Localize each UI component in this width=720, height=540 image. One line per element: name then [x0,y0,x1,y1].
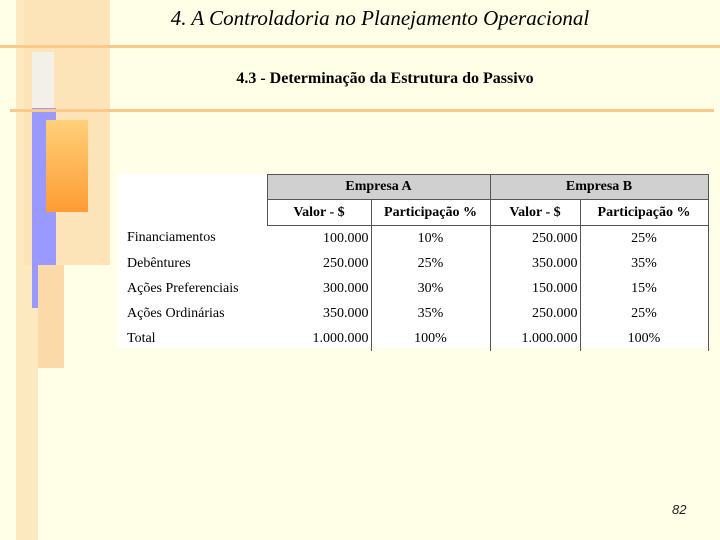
company-header-row [117,175,708,200]
table-row [117,226,708,252]
company-b-value: 150.000 [490,276,580,301]
liabilities-table [117,174,708,348]
company-b-value: 350.000 [490,251,580,276]
decor-block-orange [46,120,88,212]
company-a-share: 35% [371,301,490,326]
company-b-share: 35% [580,251,708,276]
column-header: Valor - $ [267,200,371,226]
corner-cell [117,200,267,226]
company-a-value: 100.000 [267,226,371,252]
table-row [117,276,708,301]
column-header: Participação % [371,200,490,226]
company-a-value: 300.000 [267,276,371,301]
company-a-value: 250.000 [267,251,371,276]
table-row [117,251,708,276]
company-b-value: 1.000.000 [490,326,580,351]
row-label: Ações Preferenciais [127,280,239,296]
table-row-total [117,326,708,351]
company-a-value: 350.000 [267,301,371,326]
company-b-share: 15% [580,276,708,301]
company-b-share: 100% [580,326,708,351]
company-b-share: 25% [580,226,708,252]
page-number: 82 [672,502,687,517]
company-a-share: 30% [371,276,490,301]
row-label: Ações Ordinárias [127,305,225,321]
row-label: Financiamentos [127,230,216,246]
column-header: Participação % [580,200,708,226]
company-a-value: 1.000.000 [267,326,371,351]
row-label: Total [127,330,156,346]
slide-subtitle: 4.3 - Determinação da Estrutura do Passivo [236,70,534,87]
row-label: Debêntures [127,255,191,271]
corner-cell [117,175,267,200]
subtitle-rule [10,109,714,112]
slide-title: 4. A Controladoria no Planejamento Operacional [170,6,590,30]
company-a-header: Empresa A [267,175,490,200]
company-b-header: Empresa B [490,175,708,200]
company-b-share: 25% [580,301,708,326]
top-rule [0,45,720,48]
company-a-share: 100% [371,326,490,351]
decor-block-peach [38,265,64,368]
company-a-share: 25% [371,251,490,276]
column-header-row [117,200,708,226]
company-b-value: 250.000 [490,226,580,252]
company-b-value: 250.000 [490,301,580,326]
table-row [117,301,708,326]
column-header: Valor - $ [490,200,580,226]
company-a-share: 10% [371,226,490,252]
